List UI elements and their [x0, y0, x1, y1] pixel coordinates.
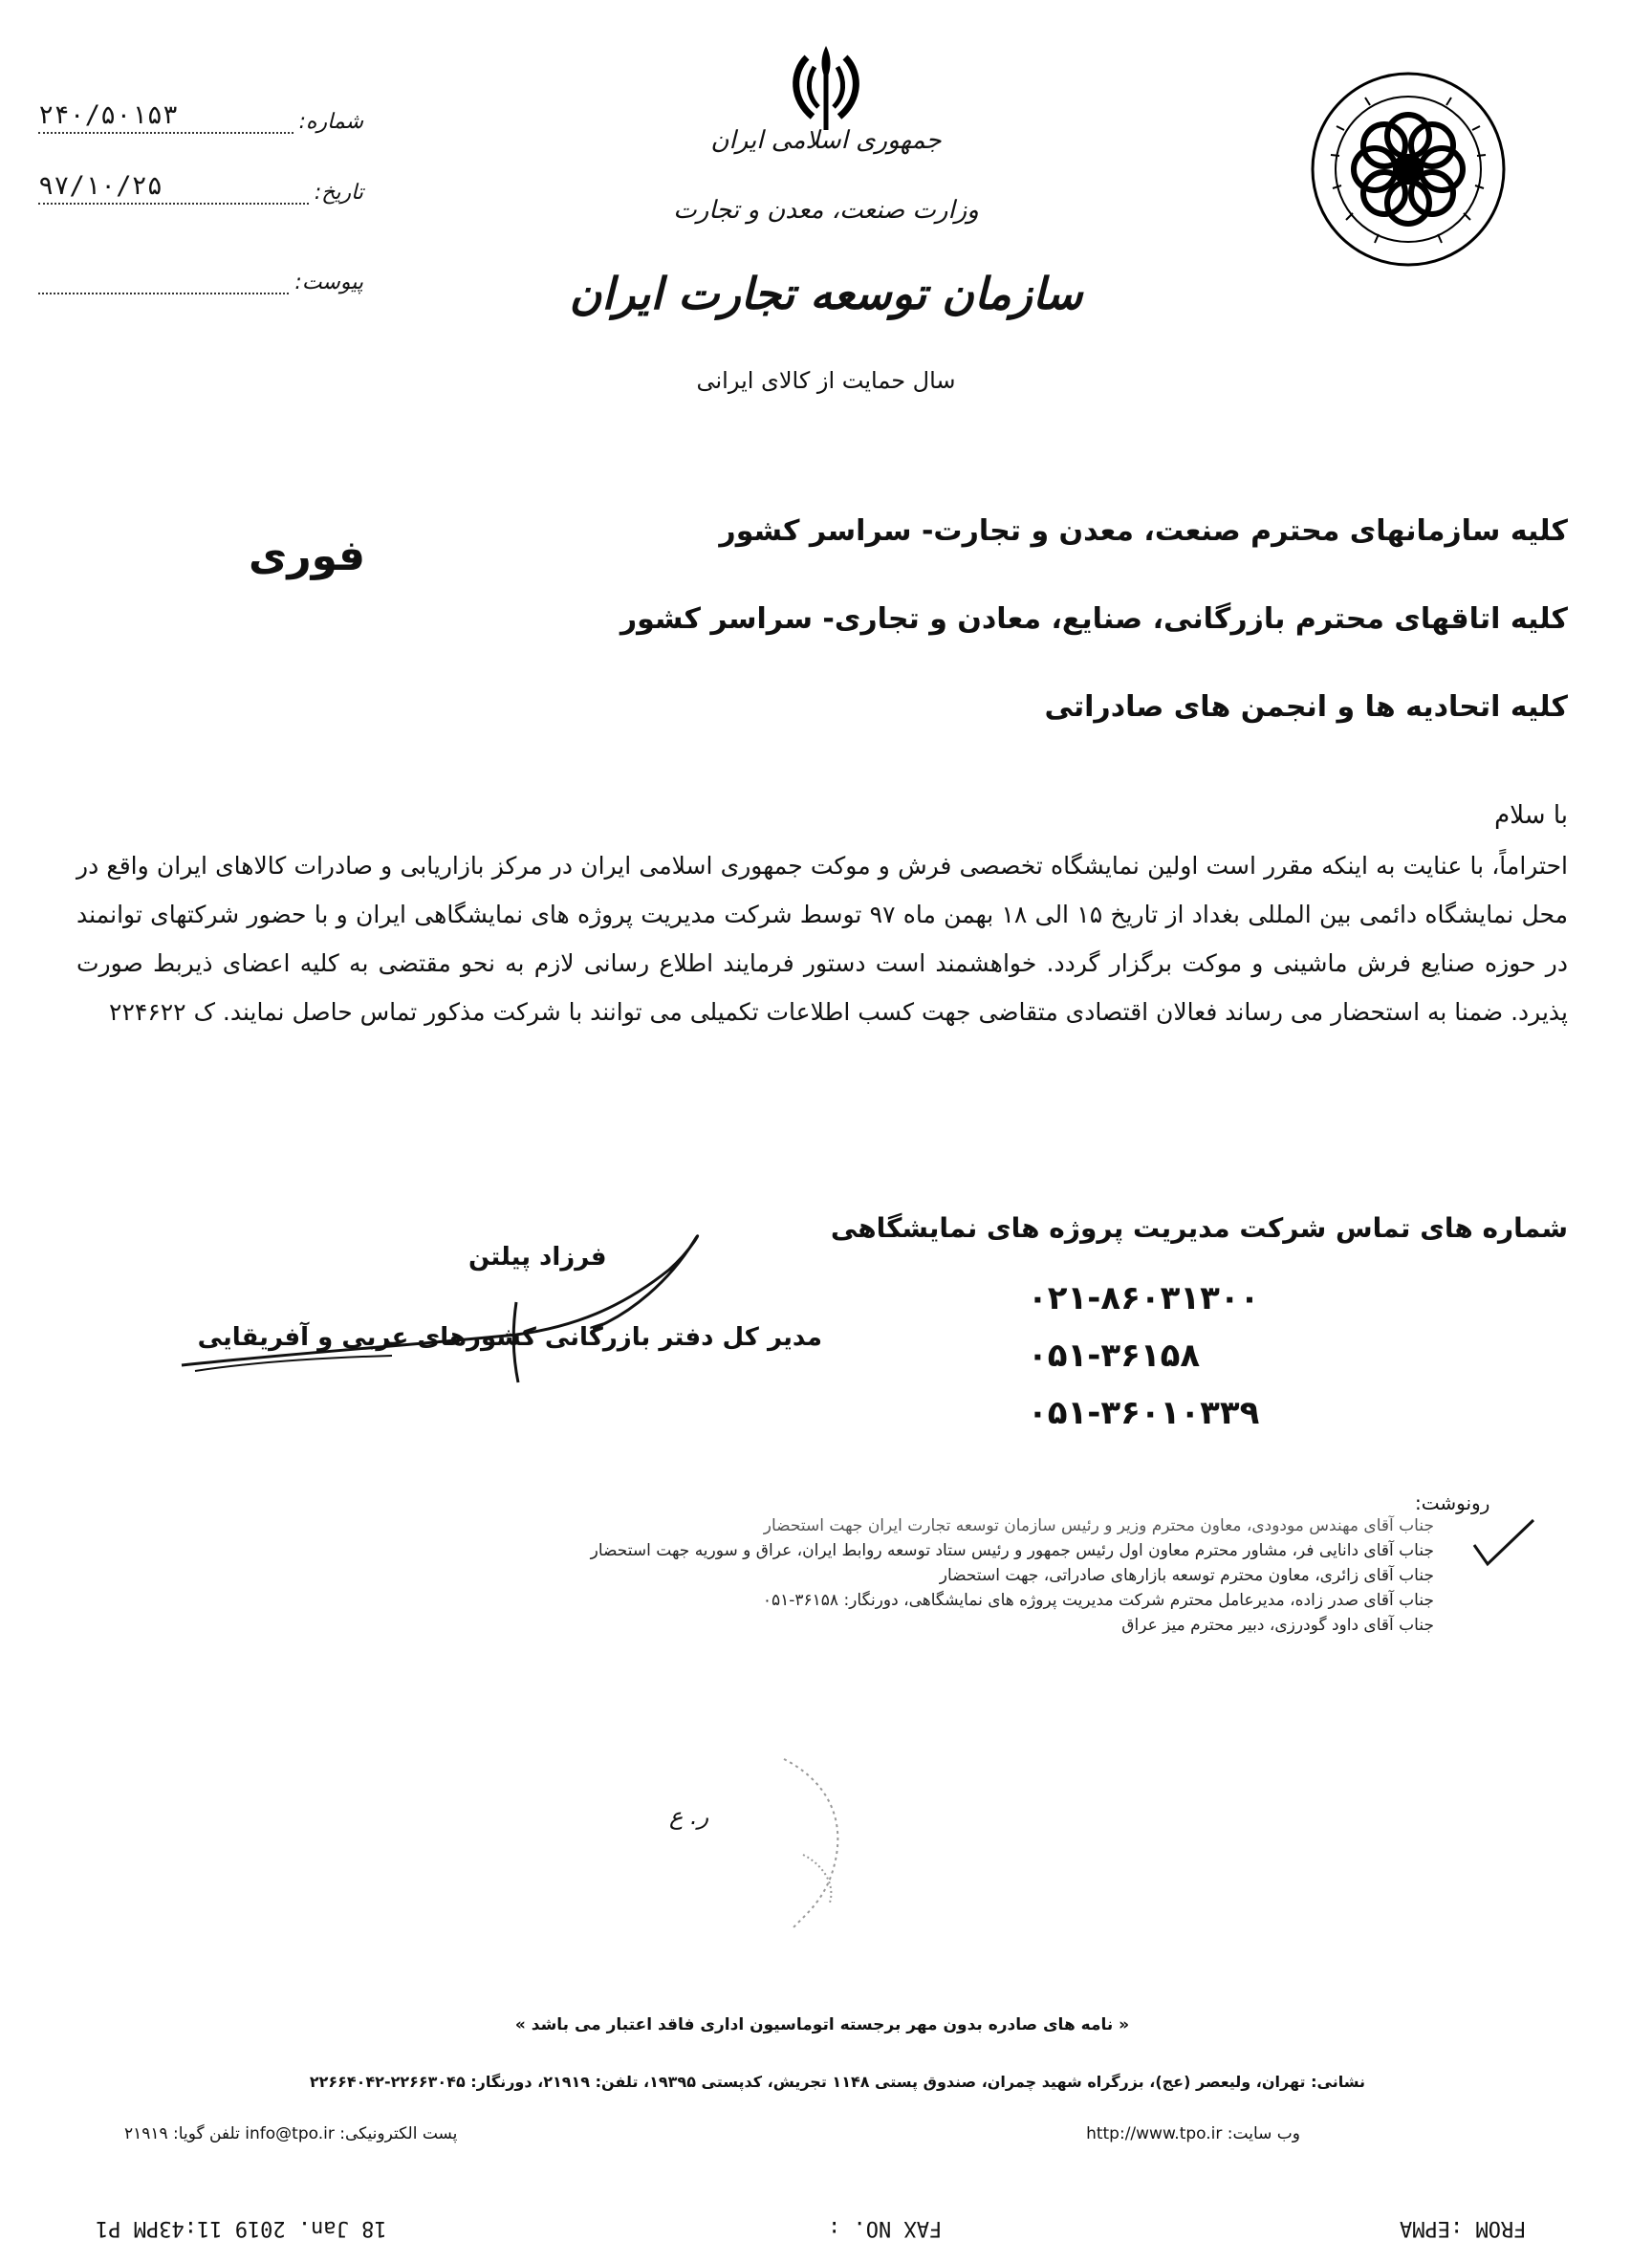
urgent-label: فوری: [249, 532, 366, 580]
fax-timestamp: 18 Jan. 2019 11:43PM P1: [96, 2216, 387, 2240]
footer-address: نشانی: تهران، ولیعصر (عج)، بزرگراه شهید چمران، صندوق پستی ۱۱۴۸ تجریش، کدپستی ۱۹۳۹۵، تلفن: ۲۱۹۱۹، دورنگار: ۲۲۶۶۳۰۴۵-۲۲۶۶۴۰۴۲: [309, 2073, 1365, 2091]
cc-heading: رونوشت:: [1415, 1491, 1490, 1514]
organization-seal-icon: [1308, 69, 1509, 270]
cc-line: جناب آقای دانایی فر، مشاور محترم معاون اول رئیس جمهور و رئیس ستاد توسعه روابط ایران، عراق و سوریه جهت استحضار: [590, 1541, 1434, 1560]
faint-stamp-icon: [765, 1750, 880, 1931]
footer-website: وب سایت: http://www.tpo.ir: [1086, 2124, 1300, 2143]
recipient-line: کلیه اتاقهای محترم بازرگانی، صنایع، معادن و تجاری- سراسر کشور: [620, 602, 1568, 636]
cc-line: جناب آقای زائری، معاون محترم توسعه بازارهای صادراتی، جهت استحضار: [939, 1566, 1434, 1585]
letter-number-value: ۲۴۰/۵۰۱۵۳: [38, 100, 179, 130]
letter-number-field: [38, 99, 363, 134]
handwritten-signature-icon: [172, 1214, 736, 1386]
recipient-line: کلیه اتحادیه ها و انجمن های صادراتی: [1044, 690, 1568, 724]
recipient-line: کلیه سازمانهای محترم صنعت، معدن و تجارت- سراسر کشور: [719, 514, 1568, 548]
cc-line: جناب آقای صدر زاده، مدیرعامل محترم شرکت مدیریت پروژه های نمایشگاهی، دورنگار: ۳۶۱۵۸-۰۵۱: [762, 1591, 1434, 1610]
initials: ر. ع: [669, 1803, 709, 1830]
letter-number-label: شماره:: [298, 110, 363, 134]
checkmark-icon: [1470, 1516, 1537, 1570]
fax-from-label: FROM :EPMA: [1400, 2216, 1527, 2240]
cc-line: جناب آقای مهندس مودودی، معاون محترم وزیر و رئیس سازمان توسعه تجارت ایران جهت استحضار: [763, 1516, 1434, 1535]
letter-attachment-label: پیوست:: [294, 271, 363, 294]
footer-email: پست الکترونیکی: info@tpo.ir تلفن گویا: ۲۱۹۱۹: [124, 2124, 458, 2143]
letter-attachment-field: [38, 260, 363, 294]
signatory-name: فرزاد پیلتن: [468, 1243, 607, 1272]
letter-date-field: [38, 170, 363, 205]
contact-phone: ۰۲۱-۸۶۰۳۱۳۰۰: [1028, 1279, 1260, 1317]
contacts-title: شماره های تماس شرکت مدیریت پروژه های نمایشگاهی: [830, 1212, 1568, 1244]
signatory-title: مدیر کل دفتر بازرگانی کشورهای عربی و آفریقایی: [197, 1323, 822, 1352]
footer-validity-note: « نامه های صادره بدون مهر برجسته اتوماسیون اداری فاقد اعتبار می باشد »: [514, 2015, 1130, 2034]
iran-emblem-icon: [778, 38, 874, 134]
contact-phone: ۰۵۱-۳۶۰۱۰۳۳۹: [1028, 1394, 1260, 1432]
fax-number-label: FAX NO. :: [828, 2216, 943, 2240]
year-slogan: سال حمایت از کالای ایرانی: [696, 367, 956, 394]
contact-phone: ۰۵۱-۳۶۱۵۸: [1028, 1337, 1201, 1375]
letter-date-value: ۹۷/۱۰/۲۵: [38, 171, 163, 201]
letter-body: احتراماً، با عنایت به اینکه مقرر است اولین نمایشگاه تخصصی فرش و موکت جمهوری اسلامی ایران در مرکز بازاریابی و صادرات کالاهای ایران واقع در محل نمایشگاه دائمی بین المللی بغداد از تاریخ ۱۵ الی ۱۸ بهمن ماه ۹۷ توسط شرکت مدیریت پروژه های نمایشگاهی ایران و با حضور شرکتهای توانمند در حوزه صنایع فرش ماشینی و موکت برگزار گردد. خواهشمند است دستور فرمایند اطلاع رسانی لازم به نحو مقتضی به کلیه اعضای ذیربط صورت پذیرد. ضمنا به استحضار می رساند فعالان اقتصادی متقاضی جهت کسب اطلاعات تکمیلی می توانند با شرکت مذکور تماس حاصل نمایند. ک ۲۲۴۶۲۲: [76, 852, 1568, 1026]
cc-line: جناب آقای داود گودرزی، دبیر محترم میز عراق: [1121, 1616, 1434, 1635]
ministry-name: وزارت صنعت، معدن و تجارت: [673, 196, 979, 225]
organization-name: سازمان توسعه تجارت ایران: [569, 268, 1083, 319]
greeting: با سلام: [1494, 801, 1568, 830]
letter-date-label: تاریخ:: [314, 181, 363, 205]
country-name: جمهوری اسلامی ایران: [710, 126, 942, 155]
